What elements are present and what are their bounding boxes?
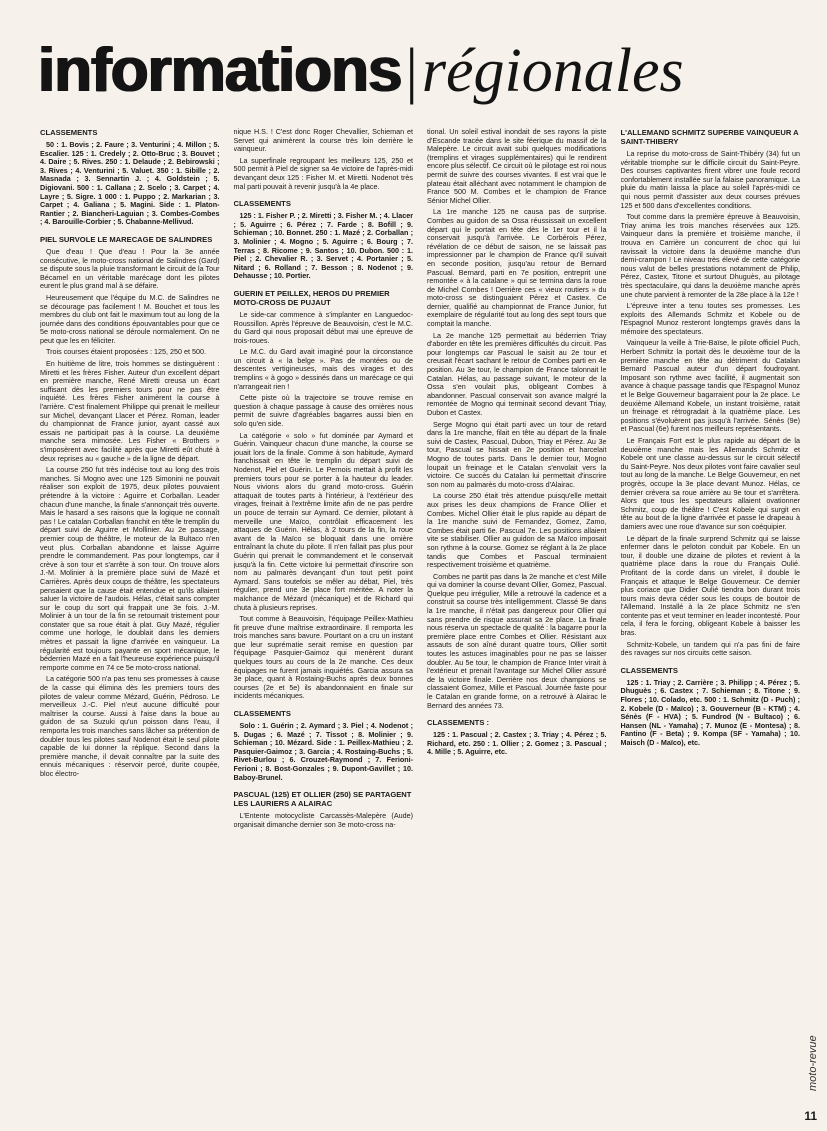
- magazine-name: moto-revue: [807, 1035, 819, 1091]
- section-heading: GUERIN ET PEILLEX, HEROS DU PREMIER MOTO-CROSS DE PUJAUT: [233, 288, 390, 307]
- section-heading: CLASSEMENTS :: [427, 718, 490, 728]
- article-paragraph: La course 250 fut très indécise tout au long des trois manches. Si Mogno avec une 125 Simonini ne pouvait réaliser son exploit de 1975, deux pilotes pouvaient prétendre à la victoire : Aguirre et Corballan. Leader chacun d'une manche, la finale s'annonçait très ouverte. Mais le hasard a ses raisons que la logique ne connaît pas ! Le catalan Corballan franchit en tête le tremplin du départ suivi de Aguirre et Mollinier. Au 2e passage, premier coup de théâtre, le moteur de la Bultaco n'en veut plus. Corballan abandonne et laisse Aguirre prendre le commandement. Pas pour longtemps, car il crève à son tour et s'arrête à son tour. On trouve alors J.-M. Molinier à la première place suivi de Mazé et Carrières. Après deux coups de théâtre, les spectateurs pensaient que la cause était entendue et qu'ils allaient saluer la victoire de l'audois. Hélas, c'était sans compter sur le coup du sort qui frappait une 3e fois. J.-M. Molinier à un tour de la fin se retournait tristement pour constater que sa roue était à plat. Guy Mazé, régulier comme une horloge, le doublait dans les derniers mètres et passait la ligne d'arrivée en vainqueur. La régularité est toujours payante en sport mécanique, le béderrien Mazé en a fait l'heureuse expérience puisqu'il remporte comme en 74 ce 5e moto-cross national.: [40, 465, 220, 672]
- article-paragraph: Cette piste où la trajectoire se trouve remise en question à chaque passage à cause des ornières nous permit de suivre d'agréables bagarres aussi bien en solo qu'en side.: [233, 393, 413, 429]
- article-paragraph: Que d'eau ! Que d'eau ! Pour la 3e année consécutive, le moto-cross national de Salindres (Gard) se dispute sous la pluie transformant le circuit de la Tour Bécamel en un véritable marécage dont les pilotes eurent le plus grand mal à se défaire.: [40, 246, 220, 291]
- page-number: 11: [804, 1109, 817, 1123]
- section-heading: CLASSEMENTS: [233, 709, 291, 719]
- page-banner: [38, 30, 808, 105]
- section-heading: CLASSEMENTS: [233, 199, 291, 209]
- banner-title-informations: informations: [38, 36, 402, 105]
- article-paragraph: Le side-car commence à s'implanter en Languedoc-Roussillon. Après l'épreuve de Beauvoisin, c'est le M.C. du Gard qui nous proposait début mai une épreuve de trois-roues.: [233, 309, 413, 345]
- banner-separator: |: [405, 37, 418, 105]
- article-paragraph: Tout comme à Beauvoisin, l'équipage Peillex-Mathieu fit preuve d'une maîtrise extraordinaire. Il remporta les trois manches sans bavure. Pourtant on a cru un instant que leur suprématie serait remise en question par l'équipage Pasquier-Gaimoz qui menèrent durant quelques tours au cours de la 2e manche. Ces deux équipages ne furent jamais inquiétés. Garcia assura sa 3e place, quant à Rostaing-Buchs après deux bonnes courses (2e et 5e) ils abandonnaient en finale sur incidents mécaniques.: [233, 614, 413, 701]
- section-heading: L'ALLEMAND SCHMITZ SUPERBE VAINQUEUR A SAINT-THIBERY: [620, 128, 799, 146]
- results-paragraph: 125 : 1. Pascual ; 2. Castex ; 3. Triay ; 4. Pérez ; 5. Richard, etc. 250 : 1. Ollier ; 2. Gomez ; 3. Pascual ; 4. Mille ; 5. Aguirre, etc.: [427, 730, 607, 757]
- column-3: [427, 128, 607, 1118]
- article-paragraph: La superfinale regroupant les meilleurs 125, 250 et 500 permit à Piel de signer sa 4e victoire de l'après-midi devançant deux 125 : Fisher M. et Miretti. Nodenot très mal parti pouvait à revenir jusqu'à la 4e place.: [233, 155, 413, 191]
- article-paragraph: Vainqueur la veille à Trie-Baïse, le pilote officiel Puch, Herbert Schmitz la portait dès le deuxième tour de la première manche en tête au détriment du Catalan Bernard Pascual auteur d'un départ foudroyant. Imposant son rythme avec facilité, il augmentait son avance à chaque passage tandis que l'Espagnol Munoz et le Belge Gouverneur bagarraient pour la 2e place. Le deuxième Allemand Kobele, un instant troisième, ratait un freinage et rétrogradait à la quatrième place. Les positions s'évoluèrent pas jusqu'à l'arrivée. Sénès (9e) et Pascual (6e) furent nos meilleurs représentants.: [620, 338, 800, 434]
- results-paragraph: 50 : 1. Bovis ; 2. Faure ; 3. Venturini ; 4. Millon ; 5. Escalier. 125 : 1. Credely ; 2. Otto-Bruc ; 3. Bouvet ; 4. Daire ; 5. Rives. 250 : 1. Delaude ; 2. Bebirowski ; 3. Rives ; 4. Venturini ; 5. Valuet. 350 : 1. Sibille ; 2. Masnada ; 3. Sennartin J. ; 4. Goldstein ; 5. Digiovani. 500 : 1. Callana ; 2. Scelo ; 3. Carpet ; 4. Layre ; 5. Sigre. 1 000 : 1. Puppo ; 2. Markarian ; 3. Carpet ; 4. Galiana ; 5. Magini. Side : 1. Platon-Rantier ; 2. Biancheri-Laguian ; 3. Combes-Combes ; 4. Barouille-Corbier ; 5. Chabanne-Mellivud.: [40, 140, 220, 227]
- column-2: [234, 128, 414, 1118]
- section-heading: PASCUAL (125) ET OLLIER (250) SE PARTAGENT LES LAURIERS A ALAIRAC: [233, 790, 412, 809]
- article-paragraph: tional. Un soleil estival inondait de ses rayons la piste d'Escande tracée dans le site féerique du massif de la Malepère. Le circuit avait subi quelques modifications (tremplins et virages supplémentaires) qui le rendirent encore plus sélectif. Ce circuit où le pilotage est roi nous permit de suivre des courses vivantes. Il est vrai que le plateau était alléchant avec notamment le champion de France 500 M. Combes et le champion de France Sénior Michel Ollier.: [427, 128, 607, 205]
- side-label: [806, 1000, 820, 1100]
- section-heading: CLASSEMENTS: [40, 128, 98, 137]
- column-4: [621, 128, 801, 1118]
- article-paragraph: Serge Mogno qui était parti avec un tour de retard dans la 1re manche, filait en tête au départ de la finale suivi de Castex, Pascual, Dubon, Triay et Pérez. Au 3e tour, Pascual se hissait en 2e position et harcelait Mogno de toutes parts. Dans le dernier tour, Mogno loupait un freinage et le Catalan s'envolait vers la victoire. Ce succès du Catalan lui permettait d'inscrire son nom au palmarès du moto-cross d'Alairac.: [427, 419, 607, 489]
- article-paragraph: Le Français Fort est le plus rapide au départ de la deuxième manche mais les Allemands Schmitz et Kobele ont une classe au-dessus sur le circuit sélectif du Saint-Peyre. Nos deux pilotes vont faire cavalier seul tout au long de la manche. Le Belge Gouverneur, en net progrès, occupe la 3e place devant Munoz. Hélas, ce dernier crèvera sa roue arrière au 9e tour et s'arrêtera. Alors que tous les spectateurs allaient ovationner Schmitz, coup de théâtre ! C'est Kobele qui surgit en tête au bout de la ligne d'arrivée et passe le drapeau à damiers avec une roue d'avance sur son coéquipier.: [620, 436, 800, 531]
- section-heading: CLASSEMENTS: [620, 665, 678, 675]
- article-paragraph: En huitième de litre, trois hommes se distinguèrent : Miretti et les frères Fisher. Auteur d'un excellent départ en première manche, René Miretti creusa un écart suffisant dès les premiers tours pour ne pas être inquiété. Les frères Fisher animèrent la course à l'arrière. C'est finalement Philippe qui prenait le meilleur sur Michel, devançant Llacer et Pérez. Roman, leader du championnat de France junior, ayant cassé aux essais ne participait pas à la course. La deuxième manche sera mimosée. Les Fisher « Brothers » s'imposèrent avec facilité après que Miretti eût chuté à deux reprises au « gauche » de la ligne de départ.: [40, 359, 220, 463]
- article-paragraph: Schmitz-Kobele, un tandem qui n'a pas fini de faire des ravages sur nos circuits cette saison.: [620, 639, 800, 658]
- results-paragraph: 125 : 1. Triay ; 2. Carrière ; 3. Philipp ; 4. Pérez ; 5. Dhuguès ; 6. Castex ; 7. Schieman ; 8. Titone ; 9. Flores ; 10. Colado, etc. 500 : 1. Schmitz (D - Puch) ; 2. Kobele (D - Maïco) ; 3. Gouverneur (B - KTM) ; 4. Sénès (F - HVA) ; 5. Fundrod (N - Bultaco) ; 6. Hansen (NL - Yamaha) ; 7. Munoz (E - Montesa) ; 8. Fantino (F - Beta) ; 9. Kompa (SF - Yamaha) ; 10. Maisch (D - Maïco), etc.: [620, 677, 800, 747]
- article-paragraph: Tout comme dans la première épreuve à Beauvoisin, Triay anima les trois manches réservées aux 125. Vainqueur dans la première et troisième manche, il trouva en Carrière un concurrent de choc qui lui ravissait la victoire dans la deuxième manche d'un demi-crampon ! Le niveau très élevé de cette catégorie nous valut de belles prestations notamment de Philip, Pérez, Castex, Titone et surtout Dhuguès, au pilotage très spectaculaire, qui dans la deuxième manche après une chute parvient à remonter de la 28e place à la 12e !: [620, 212, 800, 299]
- article-paragraph: La reprise du moto-cross de Saint-Thibéry (34) fut un véritable triomphe sur le difficile circuit du Saint-Peyre. Des courses captivantes firent vibrer une foule record confortablement installée sur la falaise panoramique. La pluie du matin laissa la place au soleil l'après-midi ce qui nous permit d'assister aux deux courses prévues 125 et 500 dans d'excellentes conditions.: [620, 149, 800, 210]
- section-heading: PIEL SURVOLE LE MARECAGE DE SALINDRES: [40, 234, 213, 244]
- article-paragraph: L'épreuve inter a tenu toutes ses promesses. Les exploits des Allemands Schmitz et Kobele ou de l'Espagnol Munoz resteront longtemps gravés dans la mémoire des spectateurs.: [620, 301, 800, 336]
- article-paragraph: Combes ne partit pas dans la 2e manche et c'est Mille qui va dominer la course devant Ollier, Gomez, Pascual. Quelque peu irrégulier, Mille a retrouvé la cadence et a construit sa course très intelligemment. Classé 9e dans la 1re manche, il n'était pas dangereux pour Ollier qui sans prendre de risque assurait sa 2e place. La finale nous réserva un spectacle de qualité : la bagarre pour la première place entre Combes et Ollier. Résistant aux assauts de son aîné durant quatre tours, Ollier sortit toutes les astuces imaginables pour ne pas se laisser doubler. Au 5e tour, le champion de France Inter virait à l'extérieur et prenait l'avantage sur Michel Ollier assuré de la victoire finale. Derrière nos deux champions se classaient Gomez, Mille et Pascual. Journée faste pour le Catalan en grande forme, on a retrouvé à Alairac le Bernard des années 73.: [427, 571, 607, 710]
- article-columns: [40, 128, 800, 1118]
- article-paragraph: La course 250 était très attendue puisqu'elle mettait aux prises les deux champions de France Ollier et Combes. Michel Ollier était le plus rapide au départ de la 1re manche suivi de Fernandez, Gomez, Zamo, Combes était parti 6e. Pascual 7e. Les positions allaient vite se stabiliser. Ollier au guidon de sa Maïco imposait son rythme à la course. Gomez se réglant à la 2e place tandis que Combes et Pascual terminaient respectivement troisième et quatrième.: [427, 491, 607, 570]
- article-paragraph: La 1re manche 125 ne causa pas de surprise. Combes au guidon de sa Ossa réussissait un excellent départ qui le portait en tête dès le 1er tour et il la conservait jusqu'à l'arrivée. Le Corbérois Pérez, révélation de ce début de saison, ne se laissait pas impressionner par le champion de France qu'il suivait en seconde position, jusqu'au retour de Bernard Pascual. Bernard, parti en 7e position, entreprit une remontée « à la catalane » qui se termina dans la roue de Michel Combes ! Derrière ces « vieux routiers » du moto-cross se distinguaient Pérez et Castex. Ce dernier, qualifié au championnat de France Junior, fut exemplaire de régularité tout au long des sept tours que comptait la manche.: [427, 207, 607, 329]
- article-paragraph: Heureusement que l'équipe du M.C. de Salindres ne se décourage pas facilement ! M. Bouchet et tous les membres du club ont fait le maximum tout au long de la journée dans des conditions épouvantables pour que ce 5e moto-cross national se déroule normalement. On ne peut que les en féliciter.: [40, 292, 220, 345]
- article-paragraph: Le départ de la finale surprend Schmitz qui se laisse enfermer dans le peloton conduit par Kobele. En un tour, il double une dizaine de pilotes et revient à la quatrième place dans la roue du Français Oulié. Profitant de la corde dans un virelet, il double le Français et attaque le Belge Gouverneur. Ce dernier plus coriace que Didier Oulié tiendra bon durant trois tours mais devra céder sous les coups de boutoir de l'Allemand. Installé à la 2e place Schmitz ne s'en contente pas et veut terminer en leader incontesté. Pour cela, il fera le forcing, obligeant Kobele à baisser les bras.: [620, 533, 800, 638]
- article-paragraph: nique H.S. ! C'est donc Roger Chevallier, Schieman et Servet qui animèrent la course très loin derrière le vainqueur.: [233, 128, 413, 154]
- article-paragraph: Le M.C. du Gard avait imaginé pour la circonstance un circuit à « la belge ». Pas de montées ou de descentes vertigineuses, mais des virages et des tremplins « à gogo » dessinés dans un marécage ce qui n'arrangeait rien !: [233, 347, 413, 391]
- results-paragraph: Solo : 1. Guérin ; 2. Aymard ; 3. Piel ; 4. Nodenot ; 5. Dugas ; 6. Mazé ; 7. Tissot ; 8. Molinier ; 9. Schieman ; 10. Mézard. Side : 1. Peillex-Mathieu ; 2. Pasquier-Gaimoz ; 3. Garcia ; 4. Rostaing-Buchs ; 5. Rivet-Burlou ; 6. Crouzet-Raymond ; 7. Ferioni-Ferioni ; 8. Bost-Gonzales ; 9. Dupont-Gavillet ; 10. Baboy-Brunel.: [233, 721, 413, 782]
- article-paragraph: L'Entente motocycliste Carcassès-Malepère (Aude) organisait dimanche dernier son 3e moto-cross na-: [233, 811, 413, 829]
- article-paragraph: La 2e manche 125 permettait au béderrien Triay d'aborder en tête les premières difficultés du circuit. Pas pour longtemps car Pascual le saisit au 2e tour et creusait l'écart sachant le retour de Combes parti en 4e position. Au 3e tour, le champion de France talonnait le Catalan. Hélas, au passage suivant, le moteur de la Ossa s'en voulait plus, obligeant Combes à abandonner. Pascual conservait son avance malgré la remontée de Mogno qui terminait second devant Triay, Dubon et Castex.: [427, 330, 607, 417]
- article-paragraph: La catégorie « solo » fut dominée par Aymard et Guérin. Vainqueur chacun d'une manche, la course se jouait lors de la finale. Comme à son habitude, Aymard franchissait en tête le tremplin du départ suivi de Nodenot, Piel et Guérin. Le Pernois mettait à profit les premiers tours pour se porter à la hauteur du leader. Nous vivions alors du grand moto-cross. Guérin attaquait de toutes parts à l'intérieur, à l'extérieur des virages, freinait à l'extrême limite afin de ne pas perdre un pouce de terrain sur Aymard. Ce dernier, pilotant à merveille une Maïco, contrôlait efficacement les attaques de Guérin. Hélas, à 2 tours de la fin, la roue avant de la Maïco se bloquait dans une ornière entraînant la chute du pilote. Il n'en fallait pas plus pour Guérin qui prenait le commandement et le conservait jusqu'à la fin. Cette victoire lui permettait d'inscrire son nom au palmarès devançant d'un tout petit point Aymard. Sans toutefois se mêler au débat, Piel, très régulier, prend une 3e place fort méritée. A noter la malchance de Mézard (mécanique) et de Richard qui chuta à plusieurs reprises.: [233, 430, 413, 612]
- article-paragraph: La catégorie 500 n'a pas tenu ses promesses à cause de la casse qui élimina dès les premiers tours des pilotes de valeur comme Mézard, Guérin, Pédroso. Le merveilleux J.-C. Piel n'eut aucune difficulté pour maîtriser la course. Aussi à l'aise dans la boue au guidon de sa Suzuki qu'un poisson dans l'eau, il remporta les trois manches sans lâcher sa prétention de doubler tous les pilotes sauf Nodenot était le seul pilote capable de lui donner la réplique. Second dans la première manche, il devait connaître par la suite des ennuis mécaniques : réservoir percé, durite coupée, bloc électro-: [40, 674, 220, 778]
- column-1: [40, 128, 220, 1118]
- banner-title-regionales: régionales: [421, 37, 684, 105]
- article-paragraph: Trois courses étaient proposées : 125, 250 et 500.: [46, 347, 206, 357]
- results-paragraph: 125 : 1. Fisher P. ; 2. Miretti ; 3. Fisher M. ; 4. Llacer ; 5. Aguirre ; 6. Pérez ; 7. Farde ; 8. Bofill ; 9. Schieman ; 10. Bonnet. 250 : 1. Mazé ; 2. Corballan ; 3. Molinier ; 4. Mogno ; 5. Aguirre ; 6. Bourg ; 7. Terras ; 8. Ricome ; 9. Santos ; 10. Dubon. 500 : 1. Piel ; 2. Chevalier R. ; 3. Servet ; 4. Portanier ; 5. Nitard ; 6. Rolland ; 7. Besson ; 8. Nodenot ; 9. Dehausse ; 10. Portier.: [233, 211, 413, 281]
